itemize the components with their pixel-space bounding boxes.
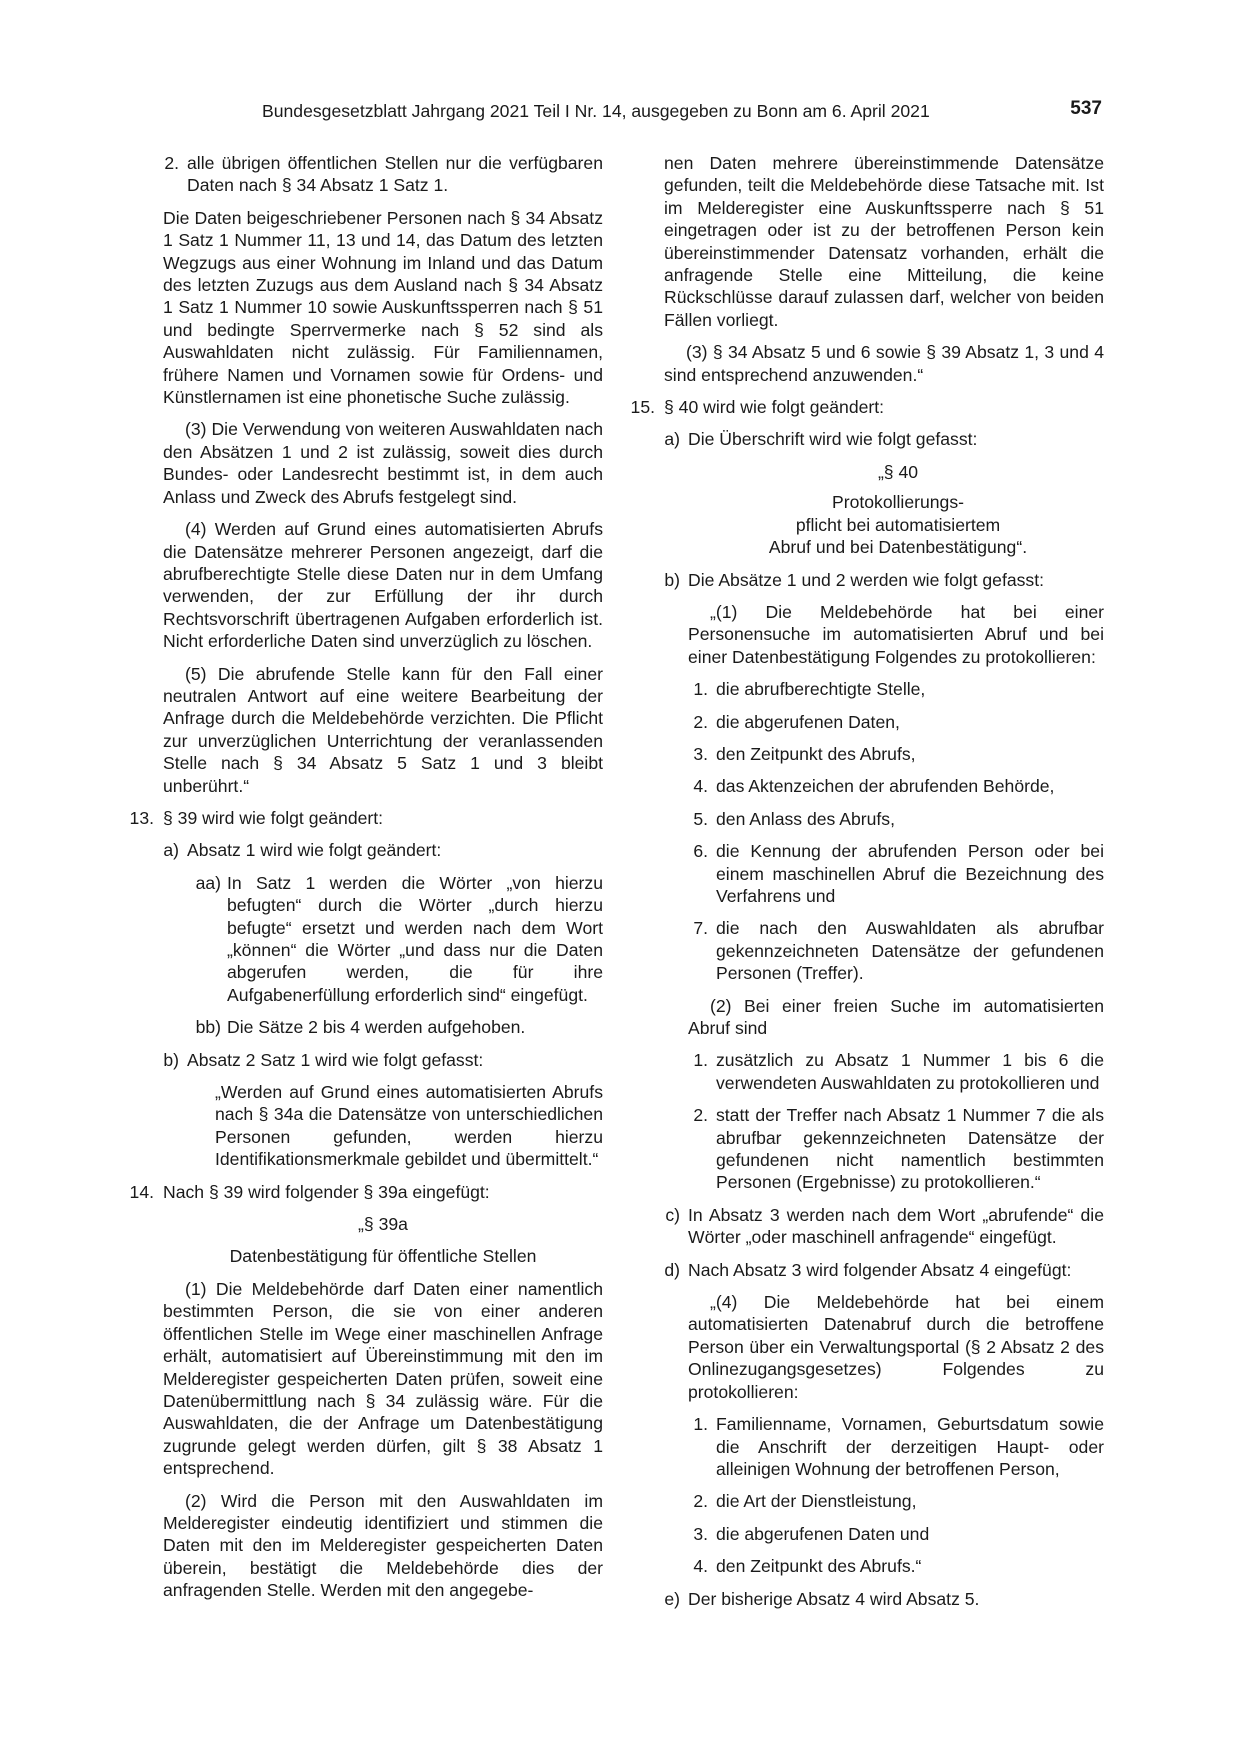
list-item (163, 152, 603, 197)
section-title: Datenbestätigung für öffentliche Stellen (229, 1246, 537, 1267)
item-letter: a) (163, 840, 179, 861)
item-number: 5. (693, 808, 708, 829)
item-letter: c) (665, 1204, 680, 1225)
item-text: Nach § 39 wird folgender § 39a eingefügt: (163, 1181, 490, 1202)
item-letter: bb) (195, 1017, 221, 1038)
section-title-line: Protokollierungs- (831, 492, 964, 513)
quoted-list-item (664, 1413, 1104, 1480)
item-letter: e) (664, 1588, 680, 1609)
list-item (163, 839, 603, 861)
item-text: Der bisherige Absatz 4 wird Absatz 5. (688, 1588, 980, 1609)
item-number: 4. (693, 776, 708, 797)
item-number: 2. (693, 711, 708, 732)
quoted-text: „(4) Die Meldebehörde hat bei einem automatisierten Datenabruf durch die betroffene Person über ein Verwaltungsportal (§ 2 Absatz 2 des Onlinezugangsgesetzes) Folgendes zu protokollieren: (688, 1292, 1104, 1402)
section-title-line: Abruf und bei Datenbestätigung“. (768, 537, 1028, 558)
item-text: den Zeitpunkt des Abrufs, (716, 743, 916, 764)
item-text: § 40 wird wie folgt geändert: (664, 397, 885, 418)
item-text: die Kennung der abrufenden Person oder bei einem maschinellen Abruf die Bezeichnung des Verfahrens und (716, 841, 1104, 906)
list-item (664, 428, 1104, 450)
paragraph: (4) Werden auf Grund eines automatisierten Abrufs die Datensätze mehrerer Personen angezeigt, darf die abrufberechtigte Stelle diese Daten nur in dem Umfang verwenden, der zur Erfüllung der ihr durch Rechtsvorschrift übertragenen Aufgaben erforderlich ist. Nicht erforderliche Daten sind unverzüglich zu löschen. (163, 519, 603, 652)
quoted-text: (2) Bei einer freien Suche im automatisierten Abruf sind (688, 995, 1104, 1038)
list-item (129, 807, 603, 829)
item-number: 3. (693, 1523, 708, 1544)
item-text: die abgerufenen Daten, (716, 711, 900, 732)
item-number: 15. (630, 397, 655, 418)
item-letter: a) (664, 429, 680, 450)
paragraph: (2) Wird die Person mit den Auswahldaten im Melderegister eindeutig identifiziert und stimmen die Daten mit den im Melderegister gespeicherten Daten überein, bestätigt die Meldebehörde dies der anfragenden Stelle. Werden mit den angegebe- (163, 1490, 603, 1601)
item-number: 1. (693, 679, 708, 700)
paragraph: Die Daten beigeschriebener Personen nach § 34 Absatz 1 Satz 1 Nummer 11, 13 und 14, das Datum des letzten Wegzugs aus einer Wohnung im Inland und das Datum des letzten Zuzugs aus dem Ausland nach § 34 Absatz 1 Satz 1 Nummer 10 sowie Auskunftssperren nach § 51 und bedingte Sperrvermerke nach § 52 sind als Auswahldaten nicht zulässig. Für Familiennamen, frühere Namen und Vornamen sowie für Ordens- und Künstlernamen ist eine phonetische Suche zulässig. (163, 207, 603, 408)
quoted-list (664, 1413, 1104, 1577)
right-column (630, 152, 1104, 1620)
quoted-list (664, 1049, 1104, 1193)
item-number: 2. (693, 1491, 708, 1512)
item-text: alle übrigen öffentlichen Stellen nur die verfügbaren Daten nach § 34 Absatz 1 Satz 1. (187, 153, 603, 196)
section-heading: „§ 40 (877, 461, 919, 482)
item-number: 14. (129, 1181, 154, 1202)
item-letter: b) (163, 1049, 179, 1070)
item-number: 1. (693, 1050, 708, 1071)
quoted-list-item (664, 775, 1104, 797)
quoted-list-item (664, 840, 1104, 907)
item-number: 3. (693, 743, 708, 764)
list-item (664, 1259, 1104, 1281)
paragraph: (3) Die Verwendung von weiteren Auswahldaten nach den Absätzen 1 und 2 ist zulässig, soweit dies durch Bundes- oder Landesrecht bestimmt ist, in dem auch Anlass und Zweck des Abrufs festgelegt sind. (163, 419, 603, 507)
page-header (262, 98, 1102, 124)
list-item (163, 1016, 603, 1038)
quoted-list-item (664, 678, 1104, 700)
item-text: In Absatz 3 werden nach dem Wort „abrufende“ die Wörter „oder maschinell anfragende“ eingefügt. (688, 1204, 1104, 1248)
item-text: den Anlass des Abrufs, (716, 808, 895, 829)
quoted-text: „(1) Die Meldebehörde hat bei einer Personensuche im automatisierten Abruf und bei einer Datenbestätigung Folgendes zu protokollieren: (688, 601, 1104, 667)
list-item (163, 1049, 603, 1071)
item-text: den Zeitpunkt des Abrufs.“ (716, 1556, 922, 1577)
item-letter: b) (664, 569, 680, 590)
quoted-list-item (664, 1049, 1104, 1094)
item-number: 7. (693, 918, 708, 939)
item-text: das Aktenzeichen der abrufenden Behörde, (716, 776, 1055, 797)
item-text: Absatz 1 wird wie folgt geändert: (187, 840, 442, 861)
item-text: die abgerufenen Daten und (716, 1523, 930, 1544)
item-text: statt der Treffer nach Absatz 1 Nummer 7 die als abrufbar gekennzeichneten Datensätze der gefundenen nicht namentlich bestimmten Personen (Ergebnisse) zu protokollieren.“ (716, 1105, 1104, 1193)
quoted-list-item (664, 1490, 1104, 1512)
item-number: 2. (164, 153, 179, 173)
quoted-list-item (664, 711, 1104, 733)
item-text: Absatz 2 Satz 1 wird wie folgt gefasst: (187, 1049, 484, 1070)
item-number: 2. (693, 1105, 708, 1126)
left-column (129, 152, 603, 1612)
item-text: die Art der Dienstleistung, (716, 1491, 917, 1512)
item-number: 6. (693, 841, 708, 862)
quoted-list-item (664, 743, 1104, 765)
quoted-list-item (664, 1104, 1104, 1194)
item-number: 1. (693, 1414, 708, 1435)
quoted-list (664, 678, 1104, 984)
quoted-text: „Werden auf Grund eines automatisierten Abrufs nach § 34a die Datensätze von unterschiedlichen Personen gefunden, werden hierzu Identifikationsmerkmale gebildet und übermittelt.“ (215, 1082, 603, 1170)
section-heading-block (692, 461, 1104, 559)
item-text: Die Überschrift wird wie folgt gefasst: (688, 429, 978, 450)
item-text: die nach den Auswahldaten als abrufbar gekennzeichneten Datensätze der gefundenen Personen (Treffer). (716, 918, 1104, 984)
paragraph: (5) Die abrufende Stelle kann für den Fall einer neutralen Antwort auf eine weitere Bearbeitung der Anfrage durch die Meldebehörde verzichten. Die Pflicht zur unverzüglichen Unterrichtung der veranlassenden Stelle nach § 34 Absatz 5 Satz 1 und 3 bleibt unberührt.“ (163, 663, 603, 796)
list-item (664, 569, 1104, 591)
item-text: Familienname, Vornamen, Geburtsdatum sowie die Anschrift der derzeitigen Haupt- oder alleinigen Wohnung der betroffenen Person, (716, 1414, 1104, 1479)
item-letter: d) (664, 1259, 680, 1280)
list-item (630, 396, 1104, 418)
quoted-list-item (664, 1555, 1104, 1577)
section-heading: „§ 39a (358, 1214, 408, 1235)
list-item (129, 1181, 603, 1203)
list-item (163, 872, 603, 1006)
paragraph: (1) Die Meldebehörde darf Daten einer namentlich bestimmten Person, die sie von einer anderen öffentlichen Stelle im Wege einer maschinellen Anfrage erhält, automatisiert auf Übereinstimmung mit den im Melderegister gespeicherten Daten prüfen, soweit eine Datenübermittlung nach § 34 zulässig wäre. Für die Auswahldaten, die der Anfrage um Datenbestätigung zugrunde gelegt werden dürfen, gilt § 38 Absatz 1 entsprechend. (163, 1278, 603, 1479)
item-number: 4. (693, 1556, 708, 1577)
item-text: § 39 wird wie folgt geändert: (163, 807, 384, 828)
page-number: 537 (1070, 98, 1102, 119)
quoted-list-item (664, 1523, 1104, 1545)
item-text: zusätzlich zu Absatz 1 Nummer 1 bis 6 die verwendeten Auswahldaten zu protokollieren und (716, 1050, 1104, 1093)
paragraph: (3) § 34 Absatz 5 und 6 sowie § 39 Absatz 1, 3 und 4 sind entsprechend anzuwenden.“ (664, 342, 1104, 385)
item-letter: aa) (195, 872, 221, 893)
item-text: Die Sätze 2 bis 4 werden aufgehoben. (227, 1017, 526, 1038)
section-title-line: pflicht bei automatisiertem (795, 514, 1001, 535)
header-title: Bundesgesetzblatt Jahrgang 2021 Teil I Nr. 14, ausgegeben zu Bonn am 6. April 2021 (262, 101, 930, 121)
quoted-list-item (664, 808, 1104, 830)
list-item (664, 1204, 1104, 1249)
item-text: Nach Absatz 3 wird folgender Absatz 4 eingefügt: (688, 1259, 1072, 1280)
list-item (664, 1588, 1104, 1610)
quoted-list-item (664, 917, 1104, 984)
paragraph: nen Daten mehrere übereinstimmende Datensätze gefunden, teilt die Meldebehörde diese Tatsache mit. Ist im Melderegister eine Auskunftssperre nach § 51 eingetragen oder ist zu der betroffenen Person kein übereinstimmender Datensatz vorhanden, erhält die anfragende Stelle eine Mitteilung, die keine Rückschlüsse darauf zulassen darf, welcher von beiden Fällen vorliegt. (664, 153, 1104, 330)
item-text: In Satz 1 werden die Wörter „von hierzu befugten“ durch die Wörter „durch hierzu befugte“ ersetzt und werden nach dem Wort „können“ die Wörter „und dass nur die Daten abgerufen werden, die für ihre Aufgabenerfüllung erforderlich sind“ eingefügt. (227, 872, 603, 1005)
item-text: Die Absätze 1 und 2 werden wie folgt gefasst: (688, 569, 1044, 590)
item-number: 13. (129, 807, 154, 828)
item-text: die abrufberechtigte Stelle, (716, 679, 926, 700)
